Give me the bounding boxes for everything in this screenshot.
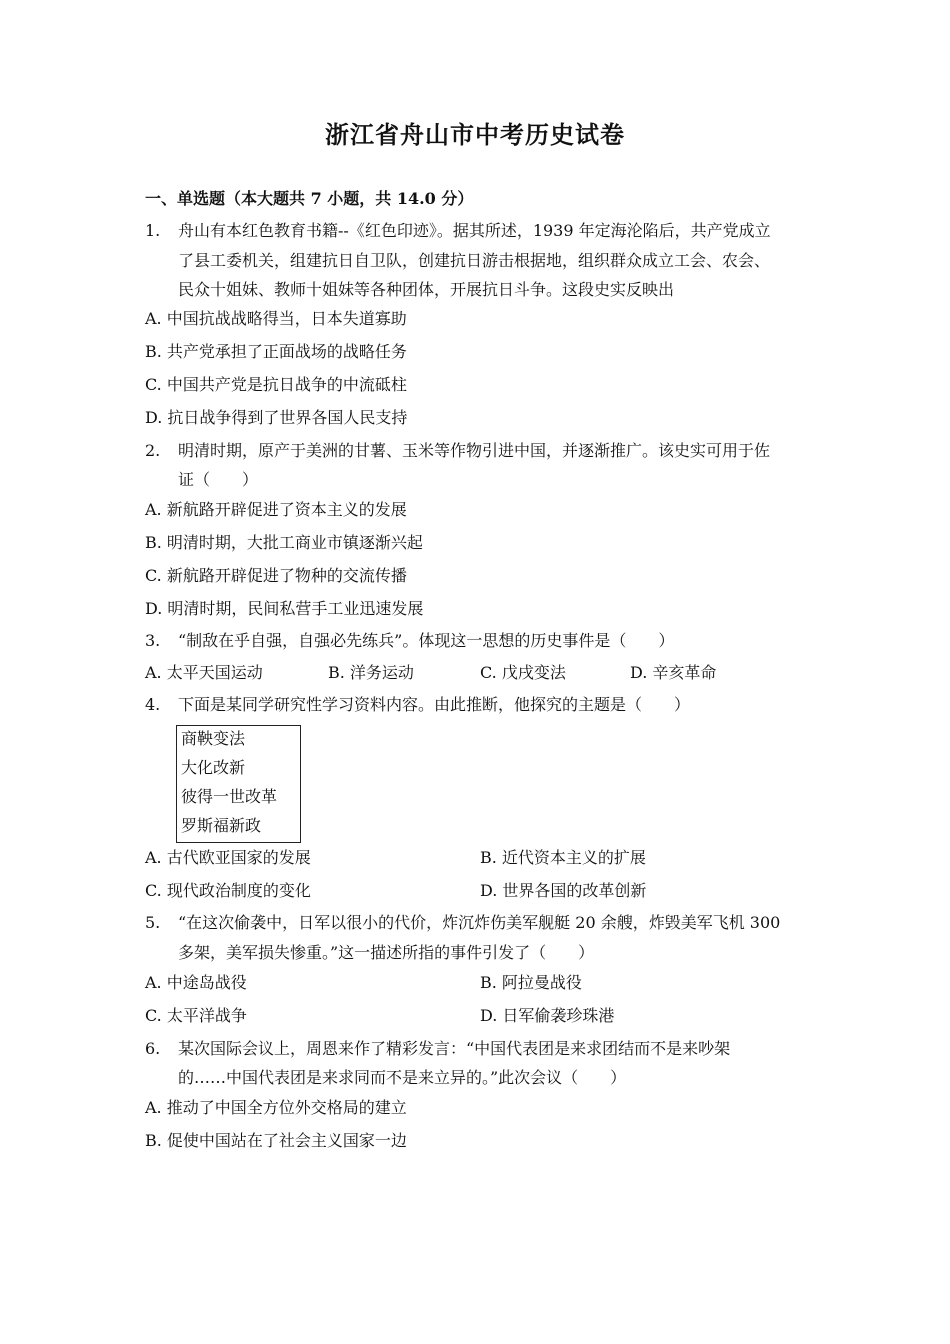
question-5-option-c: C. 太平洋战争 [145,1006,247,1025]
question-2-line-1: 明清时期，原产于美洲的甘薯、玉米等作物引进中国，并逐渐推广。该史实可用于佐 [178,441,771,460]
study-material-item: 商鞅变法 [181,729,246,748]
question-2-line-2: 证（ ） [178,470,259,489]
question-5-line-2: 多架，美军损失惨重。”这一描述所指的事件引发了（ ） [178,943,595,962]
question-4-option-c: C. 现代政治制度的变化 [145,881,311,900]
section-heading: 一、单选题（本大题共 7 小题，共 14.0 分） [145,189,474,208]
study-material-item: 彼得一世改革 [181,787,278,806]
question-5-option-a: A. 中途岛战役 [145,973,247,992]
question-4-option-a: A. 古代欧亚国家的发展 [145,848,311,867]
question-5-line-1: “在这次偷袭中，日军以很小的代价，炸沉炸伤美军舰艇 20 余艘，炸毁美军飞机 300 [178,913,781,932]
exam-title: 浙江省舟山市中考历史试卷 [325,120,625,149]
question-4-option-d: D. 世界各国的改革创新 [480,881,647,900]
question-3-option-d: D. 辛亥革命 [630,663,717,682]
question-3-option-b: B. 洋务运动 [328,663,414,682]
question-2-option-a: A. 新航路开辟促进了资本主义的发展 [145,500,407,519]
question-3-number: 3. [145,631,161,650]
question-1-option-b: B. 共产党承担了正面战场的战略任务 [145,342,407,361]
question-5-option-b: B. 阿拉曼战役 [480,973,582,992]
question-3-option-c: C. 戊戌变法 [480,663,566,682]
question-1-number: 1. [145,221,161,240]
question-6-number: 6. [145,1039,161,1058]
question-4-line-1: 下面是某同学研究性学习资料内容。由此推断，他探究的主题是（ ） [178,695,691,714]
question-4-number: 4. [145,695,161,714]
question-5-option-d: D. 日军偷袭珍珠港 [480,1006,615,1025]
question-2-number: 2. [145,441,161,460]
question-1-option-c: C. 中国共产党是抗日战争的中流砥柱 [145,375,407,394]
question-4-option-b: B. 近代资本主义的扩展 [480,848,646,867]
question-2-option-c: C. 新航路开辟促进了物种的交流传播 [145,566,407,585]
question-2-option-d: D. 明清时期，民间私营手工业迅速发展 [145,599,424,618]
study-material-item: 大化改新 [181,758,246,777]
question-3-option-a: A. 太平天国运动 [145,663,263,682]
question-1-option-a: A. 中国抗战战略得当，日本失道寡助 [145,309,407,328]
question-1-line-1: 舟山有本红色教育书籍--《红色印迹》。据其所述，1939 年定海沦陷后，共产党成立 [178,221,771,240]
question-1-option-d: D. 抗日战争得到了世界各国人民支持 [145,408,408,427]
question-6-option-a: A. 推动了中国全方位外交格局的建立 [145,1098,407,1117]
study-material-item: 罗斯福新政 [181,816,262,835]
question-5-number: 5. [145,913,161,932]
question-6-option-b: B. 促使中国站在了社会主义国家一边 [145,1131,407,1150]
question-6-line-2: 的……中国代表团是来求同而不是来立异的。”此次会议（ ） [178,1068,627,1087]
question-2-option-b: B. 明清时期，大批工商业市镇逐渐兴起 [145,533,423,552]
question-1-line-2: 了县工委机关，组建抗日自卫队，创建抗日游击根据地，组织群众成立工会、农会、 [178,251,771,270]
question-3-line-1: “制敌在乎自强，自强必先练兵”。体现这一思想的历史事件是（ ） [178,631,675,650]
question-6-line-1: 某次国际会议上，周恩来作了精彩发言：“中国代表团是来求团结而不是来吵架 [178,1039,731,1058]
question-1-line-3: 民众十姐妹、教师十姐妹等各种团体，开展抗日斗争。这段史实反映出 [178,280,675,299]
